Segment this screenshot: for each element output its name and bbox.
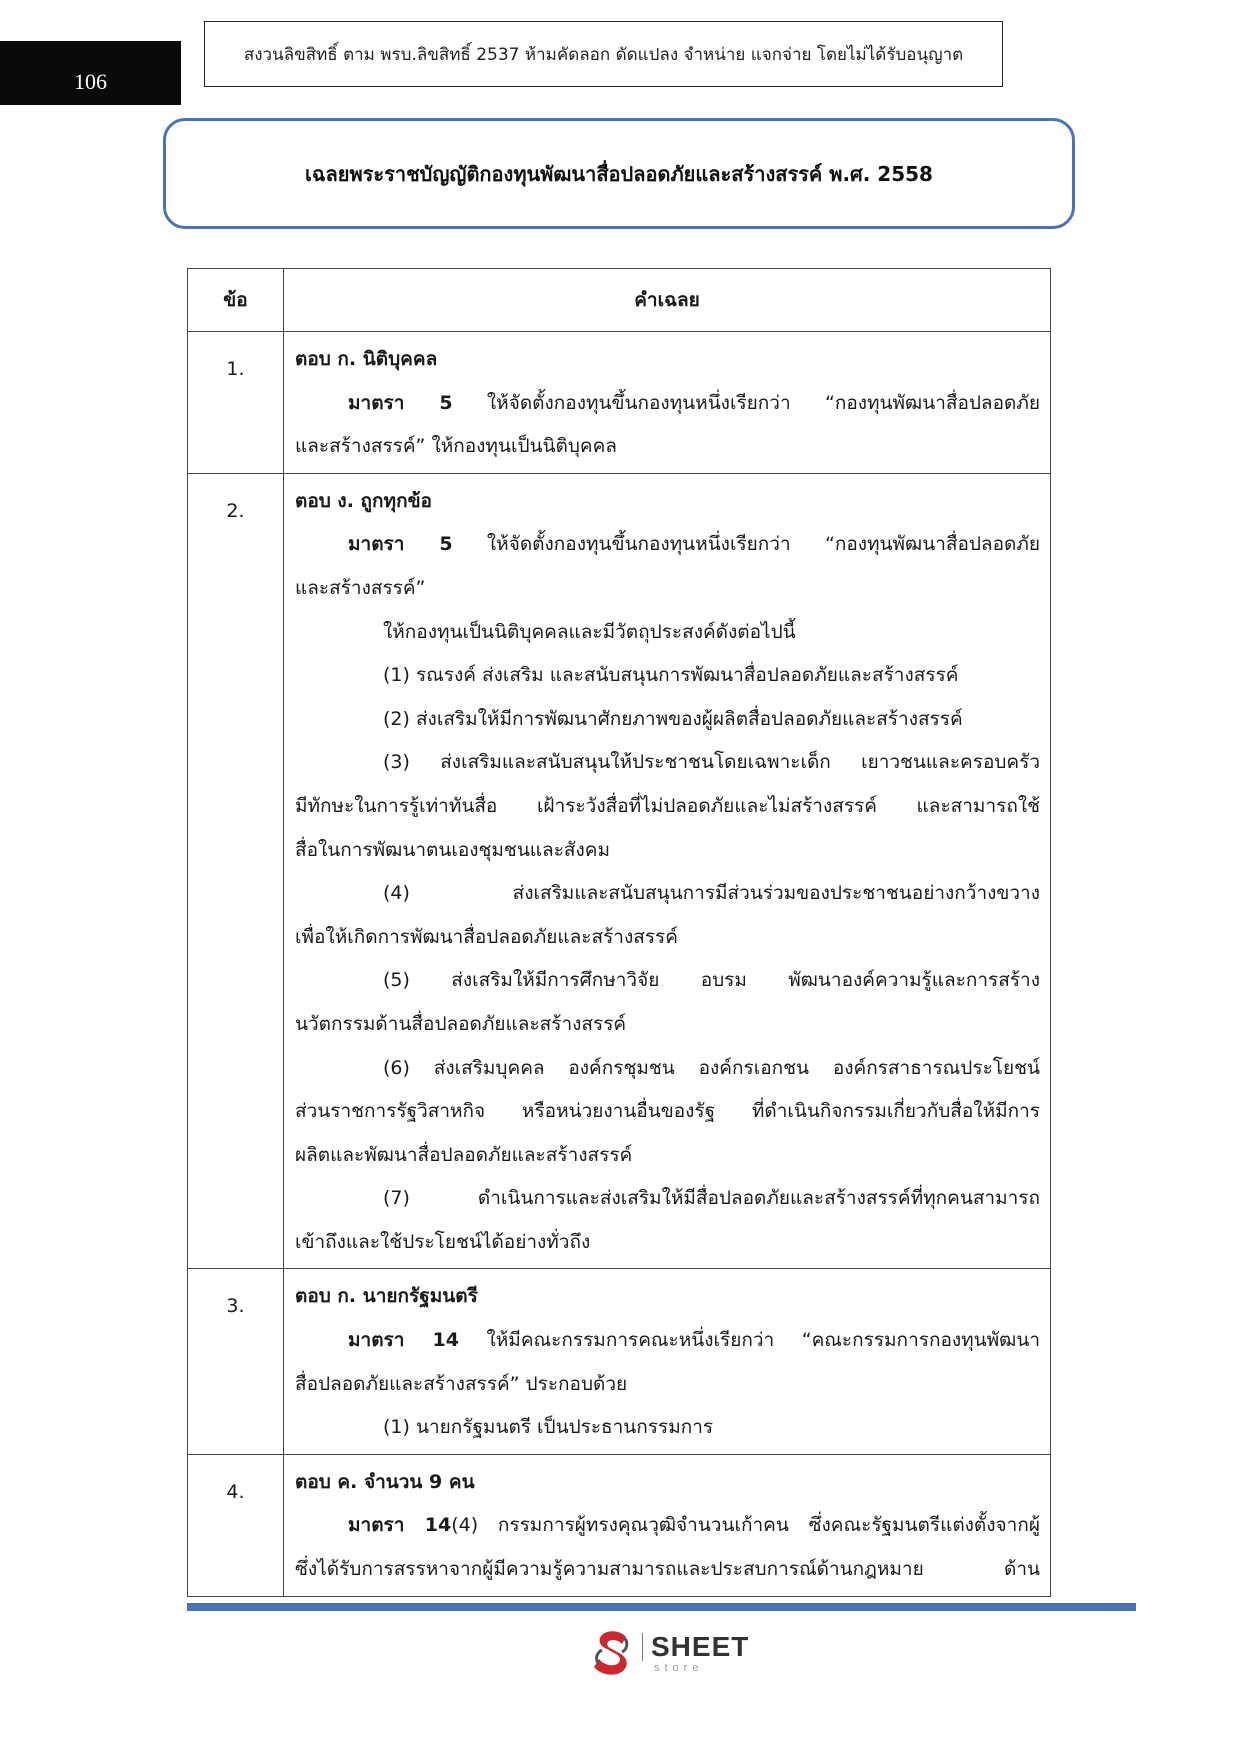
answer-line: และสร้างสรรค์” <box>295 576 426 599</box>
answer-line: และสร้างสรรค์” ให้กองทุนเป็นนิติบุคคล <box>295 435 617 458</box>
answer-line: สื่อในการพัฒนาตนเองชุมชนและสังคม <box>295 838 611 861</box>
answer-cell <box>284 473 1051 1269</box>
logo-wordmark: SHEET <box>642 1633 749 1661</box>
answer-line: (7) ดำเนินการและส่งเสริมให้มีสื่อปลอดภัยและสร้างสรรค์ที่ทุกคนสามารถ <box>383 1187 1040 1210</box>
answer-cell <box>284 1269 1051 1454</box>
answer-line: (1) นายกรัฐมนตรี เป็นประธานกรรมการ <box>383 1416 714 1439</box>
answer-line: ส่วนราชการรัฐวิสาหกิจ หรือหน่วยงานอื่นของรัฐ ที่ดำเนินกิจกรรมเกี่ยวกับสื่อให้มีการ <box>295 1100 1040 1123</box>
answer-choice: ตอบ ก. นิติบุคคล <box>295 348 438 370</box>
answer-choice: ตอบ ค. จำนวน 9 คน <box>295 1470 475 1493</box>
answer-line: มาตรา 5 ให้จัดตั้งกองทุนขึ้นกองทุนหนึ่งเรียกว่า “กองทุนพัฒนาสื่อปลอดภัย <box>348 533 1040 556</box>
logo-subtext: store <box>654 1661 704 1674</box>
answer-line: สื่อปลอดภัยและสร้างสรรค์” ประกอบด้วย <box>295 1372 628 1395</box>
answer-line: เข้าถึงและใช้ประโยชน์ได้อย่างทั่วถึง <box>295 1230 591 1253</box>
table-row <box>188 1269 1051 1454</box>
answer-line: (2) ส่งเสริมให้มีการพัฒนาศักยภาพของผู้ผลิตสื่อปลอดภัยและสร้างสรรค์ <box>383 707 963 730</box>
answer-line: (3) ส่งเสริมและสนับสนุนให้ประชาชนโดยเฉพาะเด็ก เยาวชนและครอบครัว <box>383 751 1040 774</box>
answer-line: ซึ่งได้รับการสรรหาจากผู้มีความรู้ความสามารถและประสบการณ์ด้านกฎหมาย ด้าน <box>295 1558 1040 1581</box>
answer-table <box>187 268 1051 1597</box>
answer-line: (1) รณรงค์ ส่งเสริม และสนับสนุนการพัฒนาสื่อปลอดภัยและสร้างสรรค์ <box>383 664 959 687</box>
page-title: เฉลยพระราชบัญญัติกองทุนพัฒนาสื่อปลอดภัยและสร้างสรรค์ พ.ศ. 2558 <box>163 118 1075 229</box>
item-number: 3. <box>188 1269 284 1454</box>
answer-line: มาตรา 14 ให้มีคณะกรรมการคณะหนึ่งเรียกว่า “คณะกรรมการกองทุนพัฒนา <box>348 1329 1040 1352</box>
header-item-number: ข้อ <box>188 269 284 332</box>
answer-line: มาตรา 14(4) กรรมการผู้ทรงคุณวุฒิจำนวนเก้าคน ซึ่งคณะรัฐมนตรีแต่งตั้งจากผู้ <box>348 1514 1040 1537</box>
sheet-store-s-logo-icon <box>588 1628 636 1678</box>
answer-choice: ตอบ ง. ถูกทุกข้อ <box>295 489 432 512</box>
table-header-row <box>188 269 1051 332</box>
answer-line: เพื่อให้เกิดการพัฒนาสื่อปลอดภัยและสร้างสรรค์ <box>295 925 678 948</box>
answer-line: มาตรา 5 ให้จัดตั้งกองทุนขึ้นกองทุนหนึ่งเรียกว่า “กองทุนพัฒนาสื่อปลอดภัย <box>348 391 1040 414</box>
footer-rule <box>187 1603 1136 1611</box>
table-row <box>188 332 1051 474</box>
answer-line: (4) ส่งเสริมและสนับสนุนการมีส่วนร่วมของประชาชนอย่างกว้างขวาง <box>383 882 1040 905</box>
table-row <box>188 473 1051 1269</box>
table-row <box>188 1454 1051 1596</box>
answer-line: ผลิตและพัฒนาสื่อปลอดภัยและสร้างสรรค์ <box>295 1143 633 1166</box>
answer-choice: ตอบ ก. นายกรัฐมนตรี <box>295 1285 478 1308</box>
answer-line: นวัตกรรมด้านสื่อปลอดภัยและสร้างสรรค์ <box>295 1012 627 1035</box>
answer-cell <box>284 332 1051 474</box>
header-answer: คำเฉลย <box>284 269 1051 332</box>
answer-line: ให้กองทุนเป็นนิติบุคคลและมีวัตถุประสงค์ดังต่อไปนี้ <box>383 620 796 643</box>
page-number: 106 <box>0 41 181 105</box>
answer-line: มีทักษะในการรู้เท่าทันสื่อ เฝ้าระวังสื่อที่ไม่ปลอดภัยและไม่สร้างสรรค์ และสามารถใช้ <box>295 794 1040 817</box>
sheet-store-logo <box>588 1627 749 1679</box>
answer-line: (5) ส่งเสริมให้มีการศึกษาวิจัย อบรม พัฒนาองค์ความรู้และการสร้าง <box>383 969 1040 992</box>
answer-line: (6) ส่งเสริมบุคคล องค์กรชุมชน องค์กรเอกชน องค์กรสาธารณประโยชน์ <box>383 1056 1040 1079</box>
item-number: 1. <box>188 332 284 474</box>
answer-cell <box>284 1454 1051 1596</box>
item-number: 4. <box>188 1454 284 1596</box>
copyright-notice: สงวนลิขสิทธิ์ ตาม พรบ.ลิขสิทธิ์ 2537 ห้ามคัดลอก ดัดแปลง จำหน่าย แจกจ่าย โดยไม่ได้รับอนุญาต <box>204 21 1003 87</box>
item-number: 2. <box>188 473 284 1269</box>
